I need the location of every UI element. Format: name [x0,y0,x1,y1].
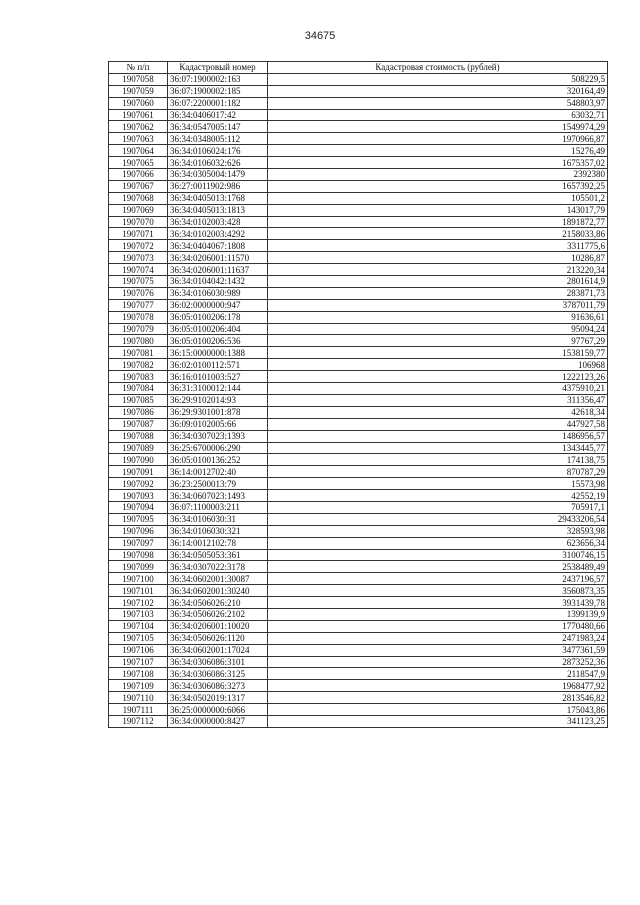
cell-cadastral-number: 36:34:0106032:626 [168,157,268,169]
cell-cadastral-value: 1970966,87 [268,133,608,145]
table-row [109,513,608,525]
table-row [109,133,608,145]
cell-cadastral-number: 36:07:2200001:182 [168,97,268,109]
cell-cadastral-value: 2392380 [268,169,608,181]
cell-cadastral-value: 311356,47 [268,394,608,406]
cell-cadastral-value: 95094,24 [268,323,608,335]
cell-row-number: 1907071 [109,228,168,240]
table-row [109,323,608,335]
cell-cadastral-number: 36:34:0607023:1493 [168,490,268,502]
cell-cadastral-number: 36:05:0100206:536 [168,335,268,347]
cell-cadastral-number: 36:34:0106024:176 [168,145,268,157]
table-row [109,169,608,181]
cell-cadastral-number: 36:34:0206001:11570 [168,252,268,264]
cell-cadastral-number: 36:34:0102003:4292 [168,228,268,240]
table-row [109,109,608,121]
cell-row-number: 1907063 [109,133,168,145]
cell-row-number: 1907067 [109,180,168,192]
table-row [109,704,608,716]
table-row [109,549,608,561]
table-row [109,121,608,133]
table-row [109,359,608,371]
cell-cadastral-number: 36:16:0101003:527 [168,371,268,383]
cell-cadastral-value: 15276,49 [268,145,608,157]
table-row [109,608,608,620]
table-row [109,157,608,169]
cell-row-number: 1907070 [109,216,168,228]
cell-row-number: 1907107 [109,656,168,668]
cell-row-number: 1907068 [109,192,168,204]
cell-row-number: 1907099 [109,561,168,573]
table-row [109,264,608,276]
cell-cadastral-value: 508229,5 [268,73,608,85]
cell-row-number: 1907112 [109,715,168,727]
cell-cadastral-number: 36:29:9102014:93 [168,394,268,406]
cell-cadastral-value: 91636,61 [268,311,608,323]
cell-row-number: 1907106 [109,644,168,656]
cell-row-number: 1907072 [109,240,168,252]
cell-cadastral-value: 623656,34 [268,537,608,549]
cell-cadastral-value: 1675357,02 [268,157,608,169]
cell-cadastral-number: 36:05:0100206:178 [168,311,268,323]
cell-cadastral-number: 36:34:0307022:3178 [168,561,268,573]
cell-cadastral-value: 3560873,35 [268,585,608,597]
table-row [109,585,608,597]
table-body [109,73,608,727]
cell-cadastral-number: 36:34:0602001:30087 [168,573,268,585]
cell-row-number: 1907092 [109,478,168,490]
cell-row-number: 1907075 [109,276,168,288]
cell-row-number: 1907093 [109,490,168,502]
cell-row-number: 1907066 [109,169,168,181]
cell-row-number: 1907088 [109,430,168,442]
table-row [109,620,608,632]
cell-cadastral-value: 1399139,9 [268,608,608,620]
cell-cadastral-value: 1770480,66 [268,620,608,632]
cell-cadastral-number: 36:34:0506026:210 [168,597,268,609]
cell-cadastral-number: 36:34:0106030:989 [168,287,268,299]
cell-cadastral-value: 2158033,86 [268,228,608,240]
table-row [109,299,608,311]
table-header-row [109,62,608,74]
cell-row-number: 1907061 [109,109,168,121]
cell-cadastral-number: 36:34:0306086:3101 [168,656,268,668]
cell-row-number: 1907110 [109,692,168,704]
table-row [109,406,608,418]
column-header-number: № п/п [109,62,168,74]
cell-cadastral-value: 105501,2 [268,192,608,204]
cell-row-number: 1907102 [109,597,168,609]
column-header-cadastral-value: Кадастровая стоимость (рублей) [268,62,608,74]
cell-row-number: 1907073 [109,252,168,264]
cell-row-number: 1907105 [109,632,168,644]
cell-cadastral-number: 36:23:2500013:79 [168,478,268,490]
cell-cadastral-value: 1549974,29 [268,121,608,133]
cell-row-number: 1907098 [109,549,168,561]
cell-cadastral-number: 36:14:0012702:40 [168,466,268,478]
cell-cadastral-number: 36:09:0102005:66 [168,418,268,430]
cell-cadastral-number: 36:34:0000000:8427 [168,715,268,727]
cell-cadastral-number: 36:25:6700006:290 [168,442,268,454]
cell-row-number: 1907077 [109,299,168,311]
table-row [109,335,608,347]
cell-row-number: 1907094 [109,501,168,513]
cell-cadastral-number: 36:34:0505053:361 [168,549,268,561]
cell-cadastral-value: 174138,75 [268,454,608,466]
cell-row-number: 1907108 [109,668,168,680]
table-row [109,692,608,704]
cell-cadastral-number: 36:07:1100003:211 [168,501,268,513]
page-number: 34675 [304,30,336,42]
table-row [109,715,608,727]
cell-cadastral-number: 36:34:0306086:3125 [168,668,268,680]
cell-cadastral-number: 36:34:0305004:1479 [168,169,268,181]
cell-cadastral-value: 2471983,24 [268,632,608,644]
cell-row-number: 1907062 [109,121,168,133]
cell-cadastral-value: 283871,73 [268,287,608,299]
cell-cadastral-number: 36:07:1900002:163 [168,73,268,85]
cell-cadastral-value: 1538159,77 [268,347,608,359]
cell-row-number: 1907097 [109,537,168,549]
cell-row-number: 1907082 [109,359,168,371]
cell-cadastral-number: 36:34:0306086:3273 [168,680,268,692]
cell-cadastral-value: 1657392,25 [268,180,608,192]
cell-cadastral-value: 2873252,36 [268,656,608,668]
cell-row-number: 1907059 [109,85,168,97]
cell-cadastral-number: 36:25:0000000:6066 [168,704,268,716]
cell-cadastral-number: 36:34:0602001:30240 [168,585,268,597]
cell-row-number: 1907064 [109,145,168,157]
cell-cadastral-number: 36:34:0404067:1808 [168,240,268,252]
table-row [109,490,608,502]
cell-cadastral-value: 548803,97 [268,97,608,109]
cell-cadastral-value: 2538489,49 [268,561,608,573]
table-row [109,668,608,680]
cell-row-number: 1907096 [109,525,168,537]
cell-row-number: 1907111 [109,704,168,716]
table-row [109,454,608,466]
cell-row-number: 1907084 [109,383,168,395]
cell-cadastral-value: 3100746,15 [268,549,608,561]
table-row [109,145,608,157]
cell-cadastral-value: 15573,98 [268,478,608,490]
cell-cadastral-value: 2118547,9 [268,668,608,680]
cell-cadastral-number: 36:34:0405013:1813 [168,204,268,216]
cell-row-number: 1907080 [109,335,168,347]
cell-cadastral-value: 1222123,26 [268,371,608,383]
cell-cadastral-number: 36:34:0102003:428 [168,216,268,228]
table-row [109,561,608,573]
table-row [109,371,608,383]
table-row [109,85,608,97]
cell-row-number: 1907101 [109,585,168,597]
table-row [109,204,608,216]
table-row [109,180,608,192]
cell-row-number: 1907104 [109,620,168,632]
cell-row-number: 1907076 [109,287,168,299]
table-row [109,394,608,406]
cell-cadastral-value: 106968 [268,359,608,371]
cell-cadastral-number: 36:05:0100136:252 [168,454,268,466]
cell-cadastral-value: 3477361,59 [268,644,608,656]
cell-cadastral-value: 10286,87 [268,252,608,264]
cell-cadastral-number: 36:34:0506026:2102 [168,608,268,620]
cell-row-number: 1907078 [109,311,168,323]
cell-cadastral-number: 36:07:1900002:185 [168,85,268,97]
cell-cadastral-number: 36:34:0406017:42 [168,109,268,121]
cell-cadastral-value: 328593,98 [268,525,608,537]
cell-cadastral-number: 36:02:0000000:947 [168,299,268,311]
table-row [109,240,608,252]
table-row [109,632,608,644]
cell-cadastral-number: 36:02:0100112:571 [168,359,268,371]
cell-row-number: 1907081 [109,347,168,359]
cadastral-value-table [108,61,608,728]
cell-row-number: 1907060 [109,97,168,109]
table-row [109,442,608,454]
cell-cadastral-value: 42618,34 [268,406,608,418]
table-row [109,276,608,288]
cell-row-number: 1907091 [109,466,168,478]
cell-row-number: 1907087 [109,418,168,430]
cell-cadastral-number: 36:34:0405013:1768 [168,192,268,204]
cell-row-number: 1907090 [109,454,168,466]
cell-cadastral-number: 36:34:0307023:1393 [168,430,268,442]
cell-row-number: 1907086 [109,406,168,418]
cell-cadastral-number: 36:31:3100012:144 [168,383,268,395]
table-row [109,501,608,513]
cell-cadastral-value: 1968477,92 [268,680,608,692]
cell-cadastral-number: 36:27:0011902:986 [168,180,268,192]
table-row [109,525,608,537]
cell-row-number: 1907095 [109,513,168,525]
cell-cadastral-number: 36:29:9301001:878 [168,406,268,418]
table-row [109,97,608,109]
cell-cadastral-number: 36:34:0104042:1432 [168,276,268,288]
cell-cadastral-value: 3931439,78 [268,597,608,609]
cell-cadastral-value: 341123,25 [268,715,608,727]
table-row [109,252,608,264]
cell-cadastral-value: 42552,19 [268,490,608,502]
cell-row-number: 1907069 [109,204,168,216]
cell-cadastral-value: 3311775,6 [268,240,608,252]
cell-cadastral-number: 36:34:0206001:10020 [168,620,268,632]
table-row [109,430,608,442]
cell-cadastral-value: 4375910,21 [268,383,608,395]
cell-cadastral-number: 36:34:0602001:17024 [168,644,268,656]
cell-row-number: 1907065 [109,157,168,169]
table-row [109,537,608,549]
cell-cadastral-number: 36:34:0348005:112 [168,133,268,145]
cell-cadastral-value: 870787,29 [268,466,608,478]
cell-cadastral-number: 36:34:0547005:147 [168,121,268,133]
cell-cadastral-number: 36:15:0000000:1388 [168,347,268,359]
table-row [109,466,608,478]
table-row [109,216,608,228]
cell-cadastral-value: 143017,79 [268,204,608,216]
table-row [109,311,608,323]
cell-cadastral-number: 36:34:0106030:31 [168,513,268,525]
cell-row-number: 1907079 [109,323,168,335]
cell-row-number: 1907089 [109,442,168,454]
column-header-cadastral-number: Кадастровый номер [168,62,268,74]
cell-cadastral-number: 36:05:0100206:404 [168,323,268,335]
cell-cadastral-value: 705917,1 [268,501,608,513]
cell-cadastral-number: 36:34:0106030:321 [168,525,268,537]
cell-cadastral-value: 1486956,57 [268,430,608,442]
table-row [109,644,608,656]
cell-cadastral-value: 3787011,79 [268,299,608,311]
cell-row-number: 1907109 [109,680,168,692]
table-row [109,656,608,668]
cell-row-number: 1907100 [109,573,168,585]
cell-row-number: 1907074 [109,264,168,276]
table-row [109,287,608,299]
table-row [109,478,608,490]
cell-cadastral-value: 447927,58 [268,418,608,430]
cell-cadastral-value: 63032,71 [268,109,608,121]
cell-cadastral-value: 1343445,77 [268,442,608,454]
cell-row-number: 1907058 [109,73,168,85]
cell-cadastral-value: 1891872,77 [268,216,608,228]
table-row [109,597,608,609]
cell-cadastral-number: 36:34:0502019:1317 [168,692,268,704]
table-row [109,192,608,204]
cell-cadastral-value: 97767,29 [268,335,608,347]
cell-cadastral-value: 175043,86 [268,704,608,716]
cell-cadastral-value: 2437196,57 [268,573,608,585]
table-row [109,418,608,430]
table-row [109,680,608,692]
table-row [109,573,608,585]
cell-cadastral-value: 213220,34 [268,264,608,276]
cell-row-number: 1907083 [109,371,168,383]
cell-cadastral-number: 36:34:0506026:1120 [168,632,268,644]
cell-cadastral-value: 29433206,54 [268,513,608,525]
cell-row-number: 1907103 [109,608,168,620]
table-row [109,383,608,395]
cell-cadastral-value: 2801614,9 [268,276,608,288]
cell-cadastral-number: 36:14:0012102:78 [168,537,268,549]
table-row [109,73,608,85]
table-row [109,228,608,240]
cell-cadastral-value: 320164,49 [268,85,608,97]
cell-cadastral-value: 2813546,82 [268,692,608,704]
table-row [109,347,608,359]
cell-cadastral-number: 36:34:0206001:11637 [168,264,268,276]
cell-row-number: 1907085 [109,394,168,406]
